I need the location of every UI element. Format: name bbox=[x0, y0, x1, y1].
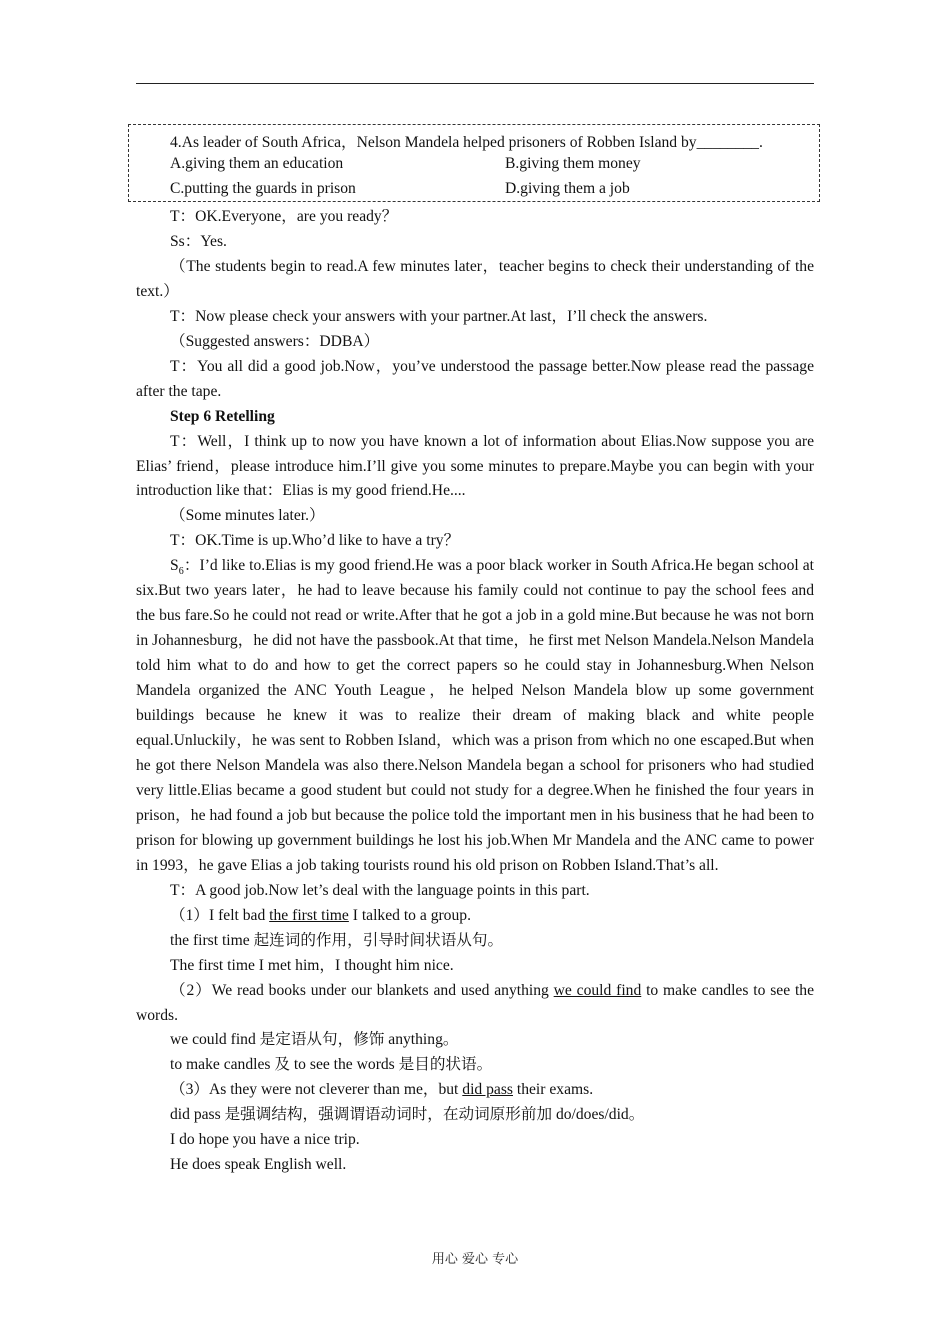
teacher-line: T：Now please check your answers with your partner.At last，I’ll check the answers. bbox=[170, 307, 708, 325]
point-text: their exams. bbox=[512, 1081, 594, 1099]
page-footer: 用心 爱心 专心 bbox=[431, 1252, 519, 1267]
underlined-phrase: we could find bbox=[553, 981, 642, 999]
teacher-line: T：OK.Everyone，are you ready？ bbox=[170, 208, 398, 225]
quiz-option-d: D.giving them a job bbox=[505, 180, 630, 197]
speaker-subscript: 6 bbox=[178, 566, 184, 578]
teacher-line: T：A good job.Now let’s deal with the language points in this part. bbox=[170, 881, 590, 899]
point-example: He does speak English well. bbox=[170, 1156, 347, 1174]
point-text: to make candles to see the words. bbox=[136, 981, 814, 1024]
students-line: Ss：Yes. bbox=[170, 232, 227, 250]
lesson-content bbox=[136, 205, 814, 1178]
step-heading: Step 6 Retelling bbox=[170, 407, 275, 425]
point-example: I do hope you have a nice trip. bbox=[170, 1131, 360, 1149]
point-example: The first time I met him，I thought him nice. bbox=[170, 956, 454, 974]
suggested-answers: （Suggested answers：DDBA） bbox=[170, 332, 380, 350]
teacher-line: T：Well，I think up to now you have known a lot of information about Elias.Now suppose you are Elias’ friend，please introduce him.I’ll give you some minutes to prepare.Maybe you can begin with your introduction like that：Elias is my good friend.He.... bbox=[136, 432, 814, 500]
point-text: （1）I felt bad bbox=[170, 906, 270, 924]
stage-direction: （The students begin to read.A few minutes later，teacher begins to check their understanding of the text.） bbox=[136, 257, 814, 300]
teacher-line: T：OK.Time is up.Who’d like to have a try？ bbox=[170, 532, 460, 550]
header-rule bbox=[136, 83, 814, 84]
point-note: we could find 是定语从句，修饰 anything。 bbox=[170, 1031, 459, 1049]
language-point-3 bbox=[136, 1078, 814, 1103]
point-text: （3）As they were not cleverer than me，but bbox=[170, 1081, 463, 1099]
stage-direction: （Some minutes later.） bbox=[170, 507, 325, 525]
point-note: did pass 是强调结构，强调谓语动词时，在动词原形前加 do/does/did。 bbox=[170, 1106, 645, 1124]
language-point-1 bbox=[136, 904, 814, 929]
quiz-option-a: A.giving them an education bbox=[170, 155, 344, 172]
quiz-option-c: C.putting the guards in prison bbox=[170, 180, 356, 197]
quiz-question: 4.As leader of South Africa，Nelson Mandela helped prisoners of Robben Island by________. bbox=[170, 134, 763, 151]
underlined-phrase: the first time bbox=[269, 906, 349, 924]
language-point-2 bbox=[136, 979, 814, 1029]
speaker-label: S bbox=[170, 557, 179, 575]
point-text: （2）We read books under our blankets and used anything bbox=[170, 981, 554, 999]
point-note: the first time 起连词的作用，引导时间状语从句。 bbox=[170, 931, 504, 949]
underlined-phrase: did pass bbox=[462, 1081, 513, 1099]
point-text: I talked to a group. bbox=[348, 906, 471, 924]
quiz-question-box bbox=[128, 124, 820, 202]
teacher-line: T：You all did a good job.Now，you’ve understood the passage better.Now please read the passage after the tape. bbox=[136, 357, 814, 400]
quiz-option-b: B.giving them money bbox=[505, 155, 641, 172]
student-retelling bbox=[136, 554, 814, 878]
retelling-text: ：I’d like to.Elias is my good friend.He was a poor black worker in South Africa.He began school at six.But two years later，he had to leave because his family could not continue to pay the school fees and the bus fare.So he could not read or write.After that he got a job in a gold mine.But because he was not born in Johannesburg，he did not have the passbook.At that time，he first met Nelson Mandela.Nelson Mandela told him what to do and how to get the correct papers so he could stay in Johannesburg.When Nelson Mandela organized the ANC Youth League，he helped Nelson Mandela blow up some government buildings because he knew it was to realize their dream of making black and white people equal.Unluckily，he was sent to Robben Island，which was a prison from which no one escaped.But when he got there Nelson Mandela was also there.Nelson Mandela began a school for prisoners who had studied very little.Elias became a good student but could not study for a degree.When he finished the four years in prison，he had found a job but because the police told the important men in his business that he had been to prison for blowing up government buildings he lost his job.When Mr Mandela and the ANC came to power in 1993，he gave Elias a job taking tourists round his old prison on Robben Island.That’s all. bbox=[136, 557, 814, 874]
point-note: to make candles 及 to see the words 是目的状语。 bbox=[170, 1056, 493, 1074]
